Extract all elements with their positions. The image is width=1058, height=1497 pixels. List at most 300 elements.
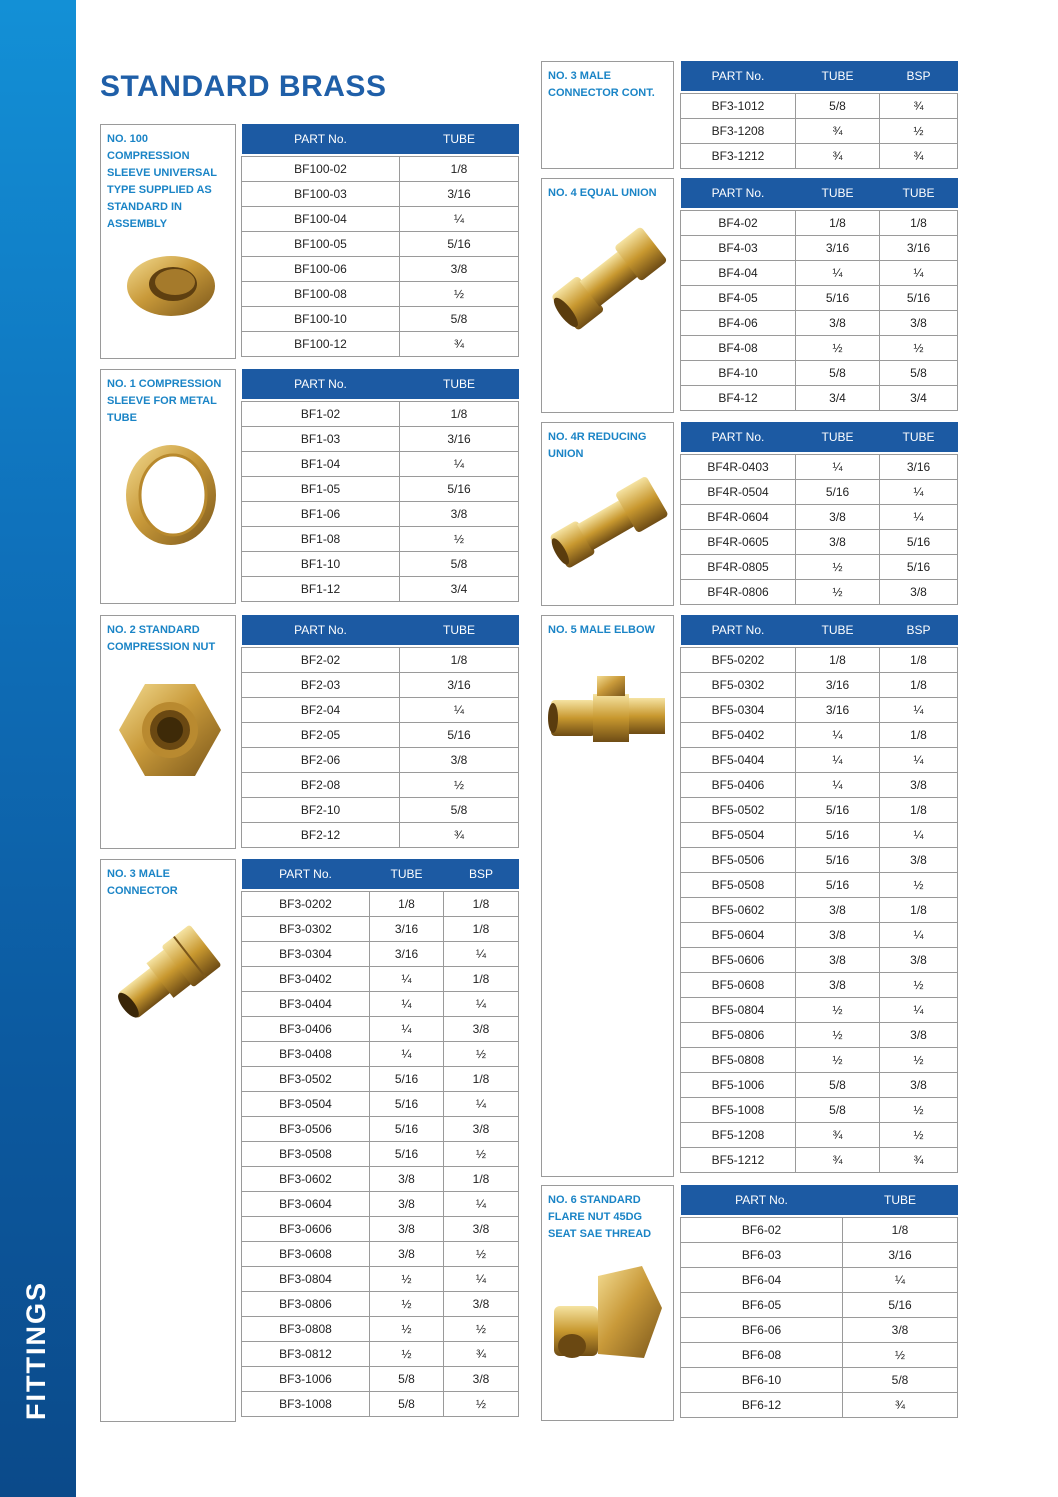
- table-row: [681, 1243, 958, 1268]
- table-row: [681, 798, 958, 823]
- size-cell: ¼: [400, 207, 519, 232]
- part-number-cell: BF2-04: [242, 698, 400, 723]
- table-row: [681, 873, 958, 898]
- part-number-cell: BF5-0508: [681, 873, 796, 898]
- size-cell: 5/8: [796, 361, 880, 386]
- size-cell: ½: [796, 1048, 880, 1073]
- table-row: [681, 1218, 958, 1243]
- size-cell: 1/8: [880, 673, 958, 698]
- size-cell: 3/16: [400, 427, 519, 452]
- size-cell: ¼: [796, 455, 880, 480]
- table-row: [242, 1142, 519, 1167]
- table-row: [681, 823, 958, 848]
- size-cell: 5/16: [400, 477, 519, 502]
- size-cell: 3/8: [880, 580, 958, 605]
- size-cell: ¼: [400, 452, 519, 477]
- table-row: [242, 648, 519, 673]
- size-cell: 5/16: [843, 1293, 958, 1318]
- part-number-cell: BF5-0606: [681, 948, 796, 973]
- table-row: [681, 973, 958, 998]
- size-cell: 3/16: [400, 673, 519, 698]
- size-cell: 3/8: [444, 1367, 519, 1392]
- table-row: [242, 1267, 519, 1292]
- table-row: [681, 923, 958, 948]
- size-cell: 5/8: [796, 1098, 880, 1123]
- table-row: [242, 477, 519, 502]
- part-number-cell: BF5-0608: [681, 973, 796, 998]
- size-cell: ¾: [444, 1342, 519, 1367]
- table-row: [242, 1217, 519, 1242]
- section-description-box: [100, 859, 236, 1422]
- size-cell: ½: [400, 527, 519, 552]
- size-cell: 3/8: [444, 1017, 519, 1042]
- size-cell: ¼: [444, 1092, 519, 1117]
- section-title: NO. 5 MALE ELBOW: [548, 624, 655, 636]
- table-row: [242, 1317, 519, 1342]
- size-cell: ½: [370, 1292, 444, 1317]
- part-number-cell: BF5-0502: [681, 798, 796, 823]
- size-cell: 3/8: [880, 773, 958, 798]
- table-row: [681, 1293, 958, 1318]
- table-row: [242, 1392, 519, 1417]
- table-header-row: [681, 61, 958, 91]
- size-cell: 1/8: [444, 917, 519, 942]
- column-header: PART No.: [242, 615, 400, 645]
- size-cell: 3/8: [370, 1167, 444, 1192]
- size-cell: 3/16: [843, 1243, 958, 1268]
- part-number-cell: BF3-0404: [242, 992, 370, 1017]
- table-header-row: [242, 859, 519, 889]
- part-number-cell: BF1-03: [242, 427, 400, 452]
- column-header: TUBE: [796, 422, 880, 452]
- section-description-box: [541, 178, 674, 413]
- part-number-cell: BF5-1208: [681, 1123, 796, 1148]
- part-number-cell: BF6-05: [681, 1293, 843, 1318]
- size-cell: 3/8: [400, 257, 519, 282]
- size-cell: 5/16: [880, 530, 958, 555]
- size-cell: ½: [796, 555, 880, 580]
- part-number-cell: BF3-0602: [242, 1167, 370, 1192]
- table-row: [242, 332, 519, 357]
- part-number-cell: BF3-0402: [242, 967, 370, 992]
- section-title: NO. 3 MALE CONNECTOR CONT.: [548, 70, 655, 99]
- part-number-cell: BF5-0602: [681, 898, 796, 923]
- size-cell: ½: [370, 1267, 444, 1292]
- table-row: [681, 455, 958, 480]
- table-row: [242, 1367, 519, 1392]
- part-number-cell: BF100-05: [242, 232, 400, 257]
- flare-nut-icon: [552, 1258, 664, 1373]
- size-cell: 5/16: [880, 286, 958, 311]
- part-number-cell: BF3-0504: [242, 1092, 370, 1117]
- size-cell: 1/8: [400, 402, 519, 427]
- table-row: [242, 967, 519, 992]
- table-row: [242, 1192, 519, 1217]
- part-number-cell: BF2-12: [242, 823, 400, 848]
- table-row: [681, 386, 958, 411]
- part-number-cell: BF3-0606: [242, 1217, 370, 1242]
- part-number-cell: BF5-0202: [681, 648, 796, 673]
- size-cell: ¾: [796, 1123, 880, 1148]
- size-cell: ½: [400, 282, 519, 307]
- parts-table: [241, 124, 519, 357]
- part-number-cell: BF3-0508: [242, 1142, 370, 1167]
- size-cell: 3/8: [400, 748, 519, 773]
- size-cell: ¾: [400, 823, 519, 848]
- table-row: [681, 748, 958, 773]
- size-cell: ¼: [880, 923, 958, 948]
- size-cell: 3/16: [796, 673, 880, 698]
- parts-table: [680, 615, 958, 1173]
- part-number-cell: BF4R-0806: [681, 580, 796, 605]
- table-row: [242, 307, 519, 332]
- part-number-cell: BF1-12: [242, 577, 400, 602]
- part-number-cell: BF5-1006: [681, 1073, 796, 1098]
- size-cell: ¼: [370, 992, 444, 1017]
- table-row: [681, 648, 958, 673]
- size-cell: ¾: [796, 119, 880, 144]
- section-description-box: [541, 1185, 674, 1421]
- column-header: TUBE: [796, 61, 880, 91]
- table-row: [681, 361, 958, 386]
- table-row: [242, 502, 519, 527]
- part-number-cell: BF4R-0805: [681, 555, 796, 580]
- part-number-cell: BF100-10: [242, 307, 400, 332]
- table-row: [242, 1017, 519, 1042]
- part-number-cell: BF4-05: [681, 286, 796, 311]
- table-row: [242, 1092, 519, 1117]
- size-cell: ½: [843, 1343, 958, 1368]
- table-row: [681, 1318, 958, 1343]
- size-cell: 1/8: [880, 648, 958, 673]
- table-header-row: [242, 124, 519, 154]
- part-number-cell: BF5-0404: [681, 748, 796, 773]
- table-header-row: [681, 1185, 958, 1215]
- table-row: [681, 1393, 958, 1418]
- part-number-cell: BF4-02: [681, 211, 796, 236]
- part-number-cell: BF4-08: [681, 336, 796, 361]
- size-cell: ½: [444, 1042, 519, 1067]
- size-cell: ½: [370, 1342, 444, 1367]
- section-title: NO. 3 MALE CONNECTOR: [107, 868, 178, 897]
- size-cell: ¼: [880, 698, 958, 723]
- size-cell: 3/16: [400, 182, 519, 207]
- parts-table: [680, 178, 958, 411]
- size-cell: ½: [444, 1392, 519, 1417]
- table-row: [242, 182, 519, 207]
- table-row: [681, 480, 958, 505]
- part-number-cell: BF5-0304: [681, 698, 796, 723]
- part-number-cell: BF2-02: [242, 648, 400, 673]
- part-number-cell: BF2-06: [242, 748, 400, 773]
- reducing-union-icon: [547, 469, 669, 584]
- size-cell: 5/16: [370, 1117, 444, 1142]
- column-header: TUBE: [843, 1185, 958, 1215]
- part-number-cell: BF2-08: [242, 773, 400, 798]
- part-number-cell: BF100-12: [242, 332, 400, 357]
- size-cell: 5/16: [796, 480, 880, 505]
- size-cell: ¼: [400, 698, 519, 723]
- table-row: [681, 1268, 958, 1293]
- table-row: [681, 848, 958, 873]
- table-row: [681, 998, 958, 1023]
- size-cell: 5/8: [400, 552, 519, 577]
- table-row: [681, 1368, 958, 1393]
- size-cell: ¾: [880, 144, 958, 169]
- table-row: [242, 798, 519, 823]
- part-number-cell: BF6-12: [681, 1393, 843, 1418]
- table-row: [242, 282, 519, 307]
- table-row: [242, 748, 519, 773]
- size-cell: 5/16: [400, 723, 519, 748]
- table-row: [242, 402, 519, 427]
- part-number-cell: BF3-0604: [242, 1192, 370, 1217]
- size-cell: ½: [796, 998, 880, 1023]
- part-number-cell: BF3-0406: [242, 1017, 370, 1042]
- column-header: TUBE: [400, 369, 519, 399]
- size-cell: 1/8: [880, 898, 958, 923]
- male-elbow-icon: [547, 674, 669, 759]
- part-number-cell: BF3-1012: [681, 94, 796, 119]
- table-row: [242, 1117, 519, 1142]
- table-row: [681, 773, 958, 798]
- table-row: [681, 1073, 958, 1098]
- section-description-box: [100, 369, 236, 604]
- part-number-cell: BF3-0502: [242, 1067, 370, 1092]
- part-number-cell: BF5-0406: [681, 773, 796, 798]
- parts-table: [241, 859, 519, 1417]
- part-number-cell: BF3-0812: [242, 1342, 370, 1367]
- size-cell: ¼: [444, 992, 519, 1017]
- part-number-cell: BF3-1208: [681, 119, 796, 144]
- male-connector-icon: [109, 918, 227, 1033]
- size-cell: 5/16: [370, 1092, 444, 1117]
- sidebar-label: FITTINGS: [21, 1281, 51, 1420]
- part-number-cell: BF6-10: [681, 1368, 843, 1393]
- part-number-cell: BF6-08: [681, 1343, 843, 1368]
- size-cell: 3/8: [796, 530, 880, 555]
- size-cell: 3/8: [444, 1117, 519, 1142]
- column-header: PART No.: [242, 859, 370, 889]
- page-title: STANDARD BRASS: [100, 70, 387, 103]
- size-cell: ¼: [370, 967, 444, 992]
- size-cell: ¼: [880, 480, 958, 505]
- size-cell: 5/16: [796, 286, 880, 311]
- part-number-cell: BF6-06: [681, 1318, 843, 1343]
- table-header-row: [242, 615, 519, 645]
- table-row: [681, 236, 958, 261]
- table-row: [681, 1048, 958, 1073]
- size-cell: 3/8: [843, 1318, 958, 1343]
- size-cell: ¼: [444, 942, 519, 967]
- size-cell: ¼: [796, 261, 880, 286]
- table-row: [242, 1292, 519, 1317]
- part-number-cell: BF100-02: [242, 157, 400, 182]
- part-number-cell: BF5-1212: [681, 1148, 796, 1173]
- size-cell: 3/8: [880, 1073, 958, 1098]
- table-row: [681, 530, 958, 555]
- part-number-cell: BF3-0806: [242, 1292, 370, 1317]
- size-cell: 1/8: [796, 211, 880, 236]
- size-cell: ½: [880, 873, 958, 898]
- table-row: [681, 286, 958, 311]
- size-cell: 3/8: [880, 848, 958, 873]
- size-cell: 3/8: [444, 1217, 519, 1242]
- table-header-row: [681, 615, 958, 645]
- part-number-cell: BF3-0408: [242, 1042, 370, 1067]
- parts-table: [241, 369, 519, 602]
- sidebar-band: [0, 0, 76, 1497]
- part-number-cell: BF1-08: [242, 527, 400, 552]
- size-cell: ½: [880, 119, 958, 144]
- part-number-cell: BF100-03: [242, 182, 400, 207]
- size-cell: 5/16: [796, 823, 880, 848]
- part-number-cell: BF100-04: [242, 207, 400, 232]
- size-cell: 5/8: [400, 307, 519, 332]
- part-number-cell: BF3-1212: [681, 144, 796, 169]
- size-cell: ½: [796, 1023, 880, 1048]
- section-description-box: [541, 615, 674, 1177]
- column-header: PART No.: [681, 178, 796, 208]
- part-number-cell: BF1-05: [242, 477, 400, 502]
- part-number-cell: BF2-10: [242, 798, 400, 823]
- part-number-cell: BF5-0302: [681, 673, 796, 698]
- size-cell: 3/16: [880, 455, 958, 480]
- table-row: [242, 942, 519, 967]
- size-cell: 1/8: [444, 1167, 519, 1192]
- table-row: [242, 723, 519, 748]
- part-number-cell: BF3-0608: [242, 1242, 370, 1267]
- size-cell: 3/16: [370, 942, 444, 967]
- size-cell: 3/8: [370, 1217, 444, 1242]
- table-row: [242, 1242, 519, 1267]
- column-header: BSP: [444, 859, 519, 889]
- part-number-cell: BF1-10: [242, 552, 400, 577]
- table-row: [242, 527, 519, 552]
- size-cell: 1/8: [796, 648, 880, 673]
- size-cell: 5/8: [843, 1368, 958, 1393]
- part-number-cell: BF3-0202: [242, 892, 370, 917]
- size-cell: 1/8: [444, 892, 519, 917]
- table-row: [681, 1148, 958, 1173]
- parts-table: [680, 1185, 958, 1418]
- table-row: [242, 1167, 519, 1192]
- size-cell: 3/8: [796, 948, 880, 973]
- size-cell: 1/8: [843, 1218, 958, 1243]
- table-row: [681, 580, 958, 605]
- size-cell: 1/8: [370, 892, 444, 917]
- size-cell: 3/16: [370, 917, 444, 942]
- table-row: [242, 552, 519, 577]
- column-header: TUBE: [796, 615, 880, 645]
- table-row: [681, 1098, 958, 1123]
- size-cell: 3/8: [880, 1023, 958, 1048]
- table-row: [242, 1067, 519, 1092]
- table-row: [242, 673, 519, 698]
- size-cell: ¾: [843, 1393, 958, 1418]
- size-cell: 1/8: [880, 211, 958, 236]
- size-cell: 3/16: [796, 698, 880, 723]
- table-row: [242, 257, 519, 282]
- part-number-cell: BF2-03: [242, 673, 400, 698]
- part-number-cell: BF3-0304: [242, 942, 370, 967]
- size-cell: ¼: [796, 723, 880, 748]
- size-cell: 1/8: [444, 1067, 519, 1092]
- table-row: [681, 119, 958, 144]
- size-cell: 5/8: [370, 1367, 444, 1392]
- parts-table: [680, 61, 958, 169]
- section-description-box: [541, 422, 674, 606]
- size-cell: 3/4: [796, 386, 880, 411]
- size-cell: ½: [796, 336, 880, 361]
- size-cell: ¼: [444, 1267, 519, 1292]
- table-row: [242, 207, 519, 232]
- part-number-cell: BF4R-0504: [681, 480, 796, 505]
- part-number-cell: BF6-02: [681, 1218, 843, 1243]
- table-row: [242, 427, 519, 452]
- table-row: [242, 917, 519, 942]
- size-cell: 5/16: [796, 798, 880, 823]
- table-row: [242, 577, 519, 602]
- table-row: [681, 1123, 958, 1148]
- part-number-cell: BF4R-0403: [681, 455, 796, 480]
- column-header: BSP: [880, 61, 958, 91]
- table-row: [681, 723, 958, 748]
- size-cell: ¼: [880, 998, 958, 1023]
- section-description-box: [100, 615, 236, 849]
- column-header: TUBE: [400, 124, 519, 154]
- table-row: [681, 698, 958, 723]
- size-cell: 3/8: [444, 1292, 519, 1317]
- table-row: [242, 823, 519, 848]
- part-number-cell: BF4R-0604: [681, 505, 796, 530]
- part-number-cell: BF5-0402: [681, 723, 796, 748]
- size-cell: ¾: [796, 1148, 880, 1173]
- size-cell: ½: [400, 773, 519, 798]
- part-number-cell: BF4-12: [681, 386, 796, 411]
- column-header: TUBE: [880, 178, 958, 208]
- part-number-cell: BF3-0506: [242, 1117, 370, 1142]
- size-cell: 1/8: [880, 723, 958, 748]
- size-cell: 3/8: [796, 898, 880, 923]
- size-cell: ¾: [880, 1148, 958, 1173]
- part-number-cell: BF4-04: [681, 261, 796, 286]
- part-number-cell: BF5-1008: [681, 1098, 796, 1123]
- section-title: NO. 4R REDUCING UNION: [548, 431, 647, 460]
- table-row: [681, 94, 958, 119]
- size-cell: 5/16: [880, 555, 958, 580]
- column-header: TUBE: [880, 422, 958, 452]
- parts-table: [680, 422, 958, 605]
- size-cell: ½: [444, 1242, 519, 1267]
- size-cell: ½: [370, 1317, 444, 1342]
- part-number-cell: BF3-0804: [242, 1267, 370, 1292]
- column-header: BSP: [880, 615, 958, 645]
- table-row: [681, 505, 958, 530]
- size-cell: ¼: [370, 1042, 444, 1067]
- compression-ring-icon: [121, 440, 221, 555]
- part-number-cell: BF5-0808: [681, 1048, 796, 1073]
- table-row: [681, 898, 958, 923]
- table-row: [242, 232, 519, 257]
- size-cell: ¼: [880, 505, 958, 530]
- size-cell: ¼: [796, 748, 880, 773]
- column-header: PART No.: [242, 124, 400, 154]
- size-cell: 3/8: [370, 1192, 444, 1217]
- section-title: NO. 100 COMPRESSION SLEEVE UNIVERSAL TYPE SUPPLIED AS STANDARD IN ASSEMBLY: [107, 133, 217, 230]
- section-title: NO. 4 EQUAL UNION: [548, 187, 657, 199]
- part-number-cell: BF100-06: [242, 257, 400, 282]
